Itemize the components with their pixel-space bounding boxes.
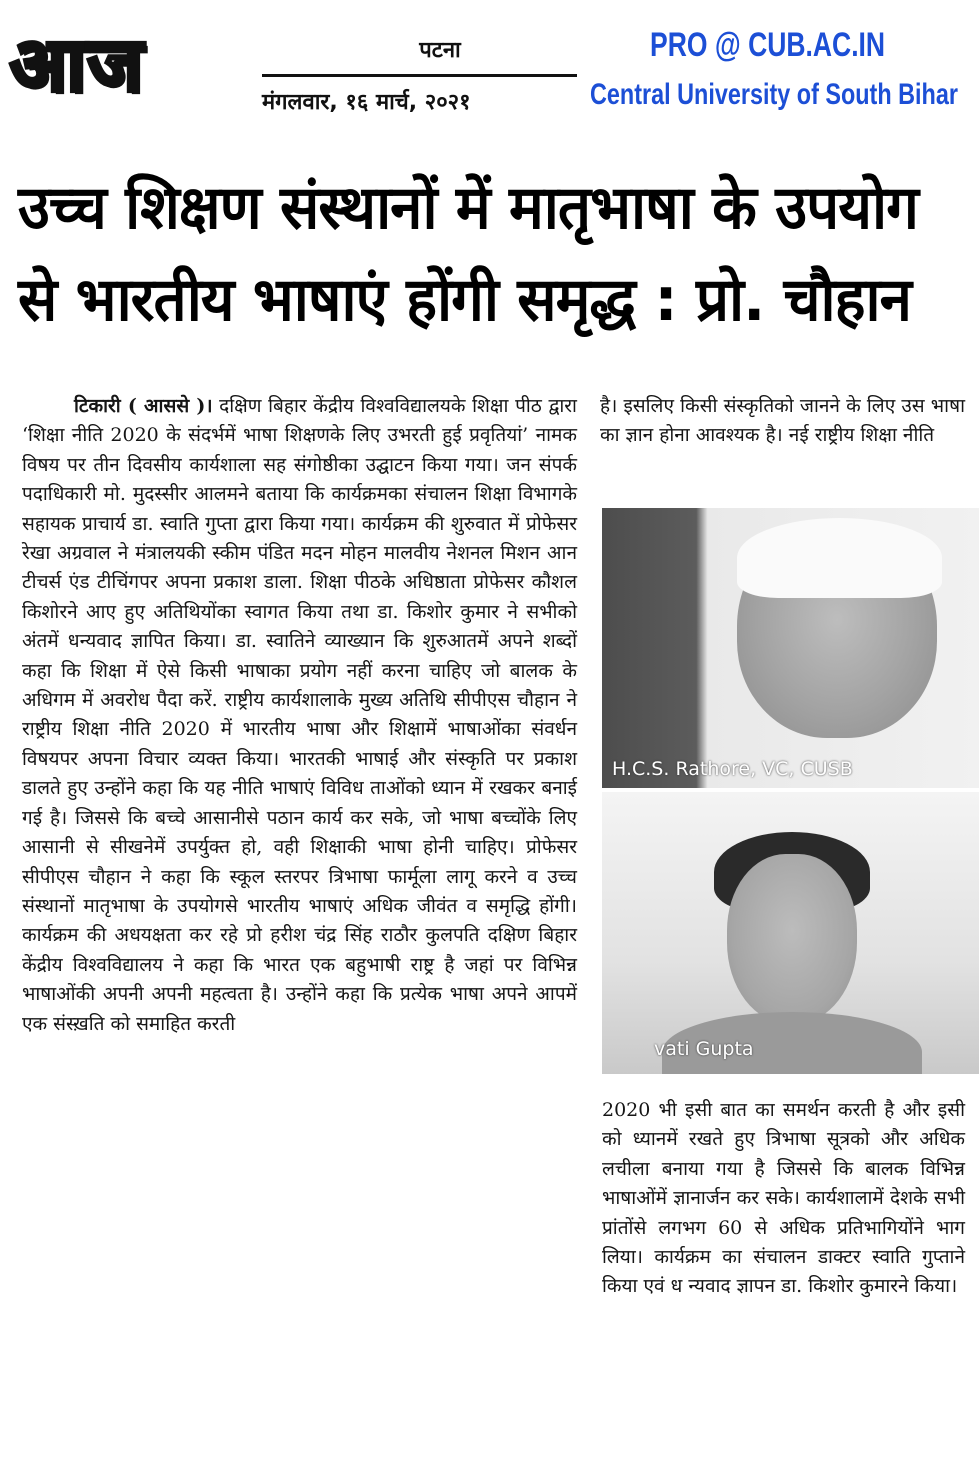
photo-caption-gupta: vati Gupta bbox=[654, 1038, 754, 1060]
article-column-left bbox=[22, 392, 577, 1039]
newspaper-logo: आज bbox=[10, 22, 145, 108]
article-column-right-top: है। इसलिए किसी संस्कृतिको जानने के लिए उस भाषा का ज्ञान होना आवश्यक है। नई राष्ट्रीय शिक्षा नीति bbox=[600, 395, 965, 447]
article-dateline: टिकारी ( आससे )। bbox=[74, 395, 213, 417]
article-headline bbox=[18, 162, 963, 346]
article-body-left: दक्षिण बिहार केंद्रीय विश्वविद्यालयके शिक्षा पीठ द्वारा ‘शिक्षा नीति 2020 के संदर्भमें भाषा शिक्षणके लिए उभरती हुई प्रवृतियां’ नामक विषय पर तीन दिवसीय कार्यशाला सह संगोष्ठीका उद्घाटन किया गया। जन संपर्क पदाधिकारी मो. मुदस्सीर आलमने बताया कि कार्यक्रमका संचालन शिक्षा विभागके सहायक प्राचार्य डा. स्वाति गुप्ता द्वारा किया गया। कार्यक्रम की शुरुवात में प्रोफेसर रेखा अग्रवाल ने मंत्रालयकी स्कीम पंडित मदन मोहन मालवीय नेशनल मिशन आन टीचर्स एंड टीचिंगपर अपना प्रकाश डाला. शिक्षा पीठके अधिष्ठाता प्रोफेसर कौशल किशोरने आए हुए अतिथियोंका स्वागत किया तथा डा. किशोर कुमार ने सभीको अंतमें धन्यवाद ज्ञापित किया। डा. स्वातिने व्याख्यान कि शुरुआतमें अपने शब्दों कहा कि शिक्षा में ऐसे किसी भाषाका प्रयोग नहीं करना चाहिए जो बालक के अधिगम में अवरोध पैदा करें. राष्ट्रीय कार्यशालाके मुख्य अतिथि सीपीएस चौहान ने राष्ट्रीय शिक्षा नीति 2020 में भारतीय भाषा और शिक्षामें भाषाओंका संवर्धन विषयपर अपना विचार व्यक्त किया। भारतकी भाषाई और संस्कृति पर प्रकाश डालते हुए उन्होंने कहा कि यह नीति भाषाएं विविध ताओंको ध्यान में रखकर बनाई गई है। जिससे कि बच्चे आसानीसे पठान कार्य कर सके, जो भाषा बच्चोंके लिए आसानी से सीखनेमें उपर्युक्त हो, वही शिक्षाकी भाषा होनी चाहिए। प्रोफेसर सीपीएस चौहान ने कहा कि स्कूल स्तरपर त्रिभाषा फार्मूला लागू करने व उच्च संस्थानों मातृभाषा के उपयोगसे भारतीय भाषाएं अधिक जीवंत व समृद्धि होंगी। कार्यक्रम की अधयक्षता कर रहे प्रो हरीश चंद्र सिंह राठौर कुलपति दक्षिण बिहार केंद्रीय विश्वविद्यालय ने कहा कि भारत एक बहुभाषी राष्ट्र है जहां पर विभिन्न भाषाओंकी अपनी अपनी महत्वता है। उन्होंने कहा कि प्रत्येक भाषा अपने आपमें एक संस्ख़ति को समाहित करती bbox=[22, 395, 577, 1035]
portrait-hair-icon bbox=[737, 518, 942, 598]
pro-email: PRO @ CUB.AC.IN bbox=[650, 26, 886, 64]
edition-date: मंगलवार, १६ मार्च, २०२१ bbox=[262, 90, 471, 115]
masthead-divider bbox=[262, 74, 577, 77]
photo-gupta bbox=[602, 792, 979, 1074]
masthead bbox=[0, 0, 979, 150]
headline-line-1: उच्च शिक्षण संस्थानों में मातृभाषा के उपयोग bbox=[18, 173, 918, 243]
edition-city: पटना bbox=[419, 38, 461, 63]
headline-line-2: से भारतीय भाषाएं होंगी समृद्ध : प्रो. चौहान bbox=[18, 265, 911, 335]
article-column-right-bottom: 2020 भी इसी बात का समर्थन करती है और इसी को ध्यानमें रखते हुए त्रिभाषा सूत्रको और अधिक लचीला बनाया गया है जिससे कि बालक विभिन्न भाषाओंमें ज्ञानार्जन कर सके। कार्यशालामें देशके सभी प्रांतोंसे लगभग 60 से अधिक प्रतिभागियोंने भाग लिया। कार्यक्रम का संचालन डाक्टर स्वाति गुप्ताने किया एवं ध न्यवाद ज्ञापन डा. किशोर कुमारने किया। bbox=[602, 1099, 965, 1298]
photo-rathore bbox=[602, 508, 979, 788]
portrait-face-icon bbox=[727, 854, 857, 1024]
photo-caption-rathore: H.C.S. Rathore, VC, CUSB bbox=[612, 758, 853, 780]
university-name: Central University of South Bihar bbox=[590, 78, 958, 111]
